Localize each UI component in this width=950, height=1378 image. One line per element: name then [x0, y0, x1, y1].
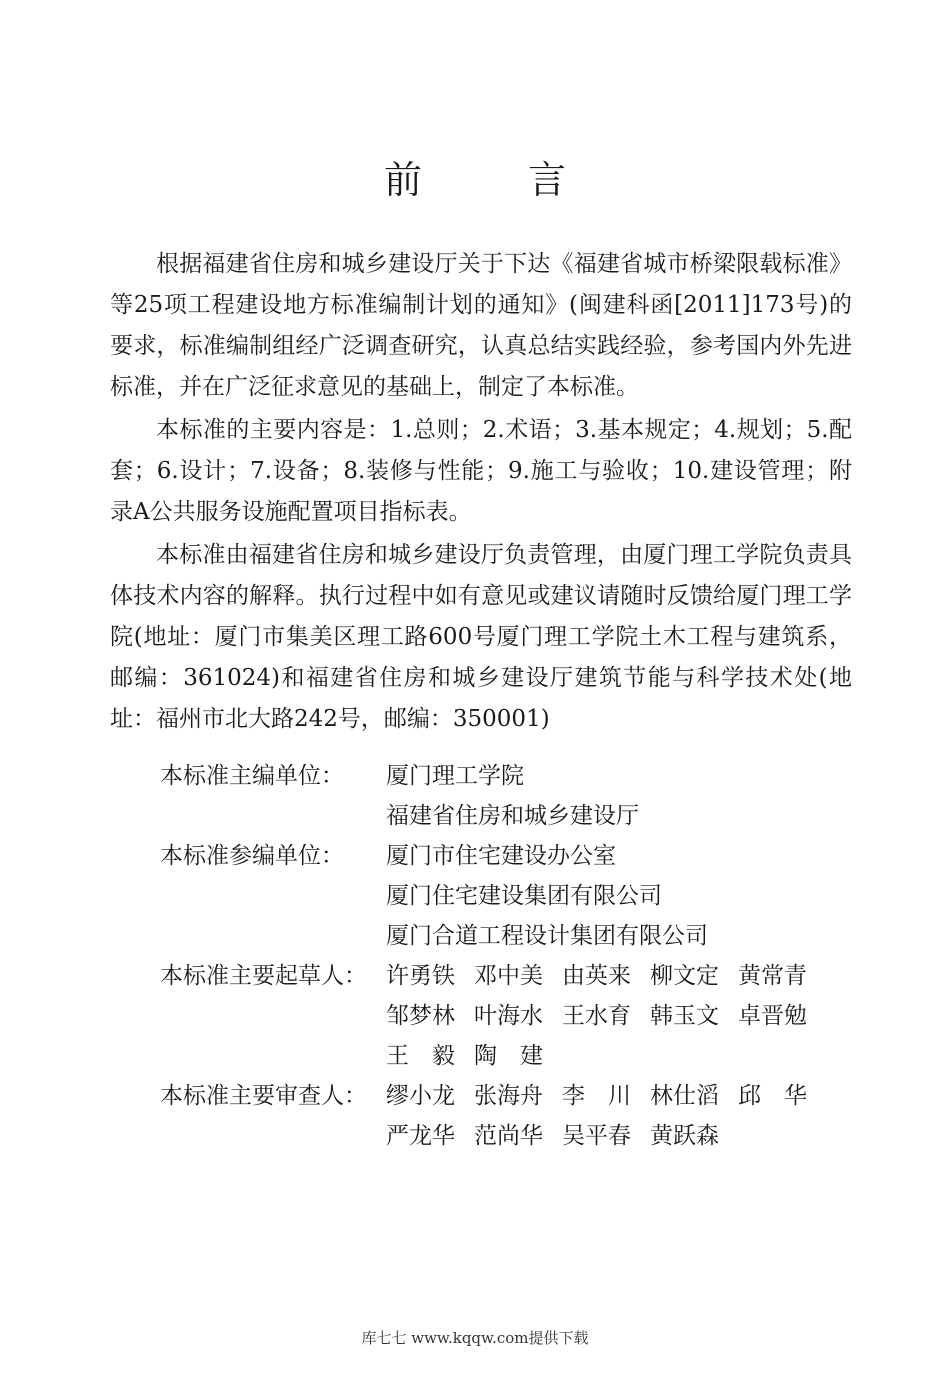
- reviewers-row: [160, 1116, 826, 1156]
- reviewer-names: [386, 1116, 738, 1156]
- person-name: 王水育: [562, 1003, 631, 1029]
- reviewers-row: [160, 1076, 826, 1116]
- participating-unit: 厦门市住宅建设办公室: [386, 843, 616, 869]
- person-name: 韩玉文: [650, 1003, 719, 1029]
- chief-editor-row: [160, 796, 826, 836]
- participating-row: [160, 876, 826, 916]
- page-title: 前 言: [383, 158, 600, 202]
- person-name: 严龙华: [386, 1123, 455, 1149]
- drafter-names: [386, 956, 826, 996]
- person-name: 陶 建: [474, 1043, 543, 1069]
- reviewers-label: 本标准主要审查人：: [160, 1083, 367, 1109]
- person-name: 黄跃森: [650, 1123, 719, 1149]
- person-name: 邹梦林: [386, 1003, 455, 1029]
- foreword-body: [110, 244, 852, 742]
- chief-editor-label: 本标准主编单位：: [160, 763, 344, 789]
- chief-editor-unit: 福建省住房和城乡建设厅: [386, 803, 639, 829]
- credits-block: [160, 756, 826, 1156]
- download-source-footer: 库七七 www.kqqw.com提供下载: [361, 1329, 589, 1347]
- person-name: 张海舟: [474, 1083, 543, 1109]
- person-name: 邓中美: [474, 963, 543, 989]
- drafter-names: [386, 1036, 562, 1076]
- participating-row: [160, 836, 826, 876]
- drafter-names: [386, 996, 826, 1036]
- person-name: 黄常青: [738, 963, 807, 989]
- participating-label: 本标准参编单位：: [160, 843, 344, 869]
- person-name: 柳文定: [650, 963, 719, 989]
- person-name: 由英来: [562, 963, 631, 989]
- drafters-row: [160, 996, 826, 1036]
- participating-unit: 厦门合道工程设计集团有限公司: [386, 923, 708, 949]
- person-name: 缪小龙: [386, 1083, 455, 1109]
- person-name: 许勇铁: [386, 963, 455, 989]
- person-name: 邱 华: [738, 1083, 807, 1109]
- participating-unit: 厦门住宅建设集团有限公司: [386, 883, 662, 909]
- paragraph: 本标准的主要内容是：1.总则；2.术语；3.基本规定；4.规划；5.配套；6.设计；7.设备；8.装修与性能；9.施工与验收；10.建设管理；附录A公共服务设施配置项目指标表。: [110, 417, 852, 525]
- person-name: 李 川: [562, 1083, 631, 1109]
- person-name: 范尚华: [474, 1123, 543, 1149]
- drafters-label: 本标准主要起草人：: [160, 963, 367, 989]
- paragraph: 本标准由福建省住房和城乡建设厅负责管理，由厦门理工学院负责具体技术内容的解释。执行过程中如有意见或建议请随时反馈给厦门理工学院(地址：厦门市集美区理工路600号厦门理工学院土木工程与建筑系，邮编：361024)和福建省住房和城乡建设厅建筑节能与科学技术处(地址：福州市北大路242号，邮编：350001): [110, 542, 852, 732]
- person-name: 叶海水: [474, 1003, 543, 1029]
- participating-row: [160, 916, 826, 956]
- person-name: 卓晋勉: [738, 1003, 807, 1029]
- person-name: 王 毅: [386, 1043, 455, 1069]
- paragraph: 根据福建省住房和城乡建设厅关于下达《福建省城市桥梁限载标准》等25项工程建设地方标准编制计划的通知》(闽建科函[2011]173号)的要求，标准编制组经广泛调查研究，认真总结实践经验，参考国内外先进标准，并在广泛征求意见的基础上，制定了本标准。: [110, 251, 852, 400]
- drafters-row: [160, 956, 826, 996]
- chief-editor-row: [160, 756, 826, 796]
- person-name: 林仕滔: [650, 1083, 719, 1109]
- chief-editor-unit: 厦门理工学院: [386, 763, 524, 789]
- person-name: 吴平春: [562, 1123, 631, 1149]
- drafters-row: [160, 1036, 826, 1076]
- reviewer-names: [386, 1076, 826, 1116]
